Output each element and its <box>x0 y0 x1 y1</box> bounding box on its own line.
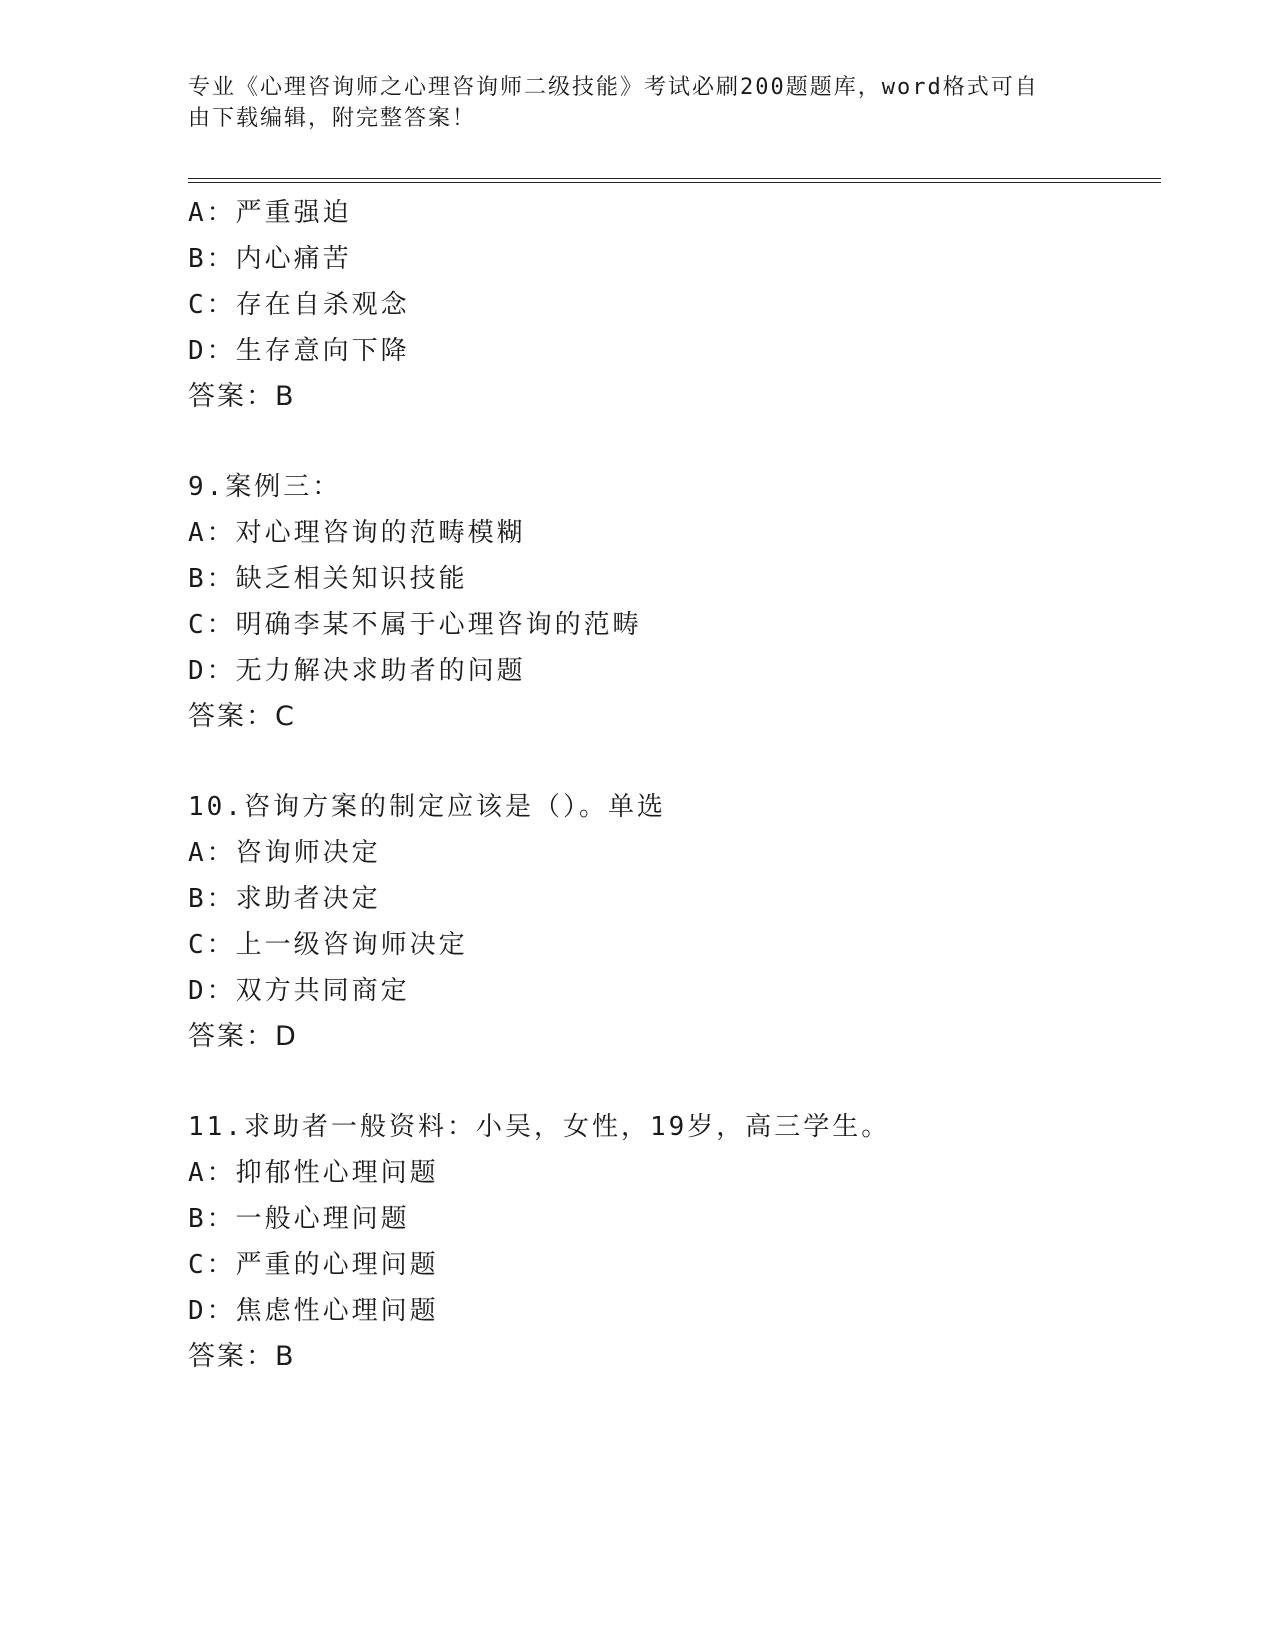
option-b: B：求助者决定 <box>188 884 381 914</box>
option-b: B：缺乏相关知识技能 <box>188 564 468 594</box>
option-c: C：上一级咨询师决定 <box>188 930 468 960</box>
question-stem: 11.求助者一般资料：小吴，女性，19岁，高三学生。 <box>188 1112 891 1142</box>
option-a: A：严重强迫 <box>188 198 352 228</box>
option-d: D：无力解决求助者的问题 <box>188 656 526 686</box>
answer-line: 答案：D <box>188 1021 298 1052</box>
question-stem: 10.咨询方案的制定应该是（）。单选 <box>188 792 666 822</box>
answer-line: 答案：B <box>188 381 296 412</box>
spacer <box>188 420 1168 464</box>
header-line-2: 由下载编辑，附完整答案！ <box>188 106 477 131</box>
option-b: B：内心痛苦 <box>188 244 352 274</box>
option-a: A：咨询师决定 <box>188 838 381 868</box>
option-c: C：存在自杀观念 <box>188 290 410 320</box>
question-block <box>188 784 1168 1060</box>
option-c: C：明确李某不属于心理咨询的范畴 <box>188 610 642 640</box>
option-b: B：一般心理问题 <box>188 1204 410 1234</box>
document-header <box>188 72 1068 134</box>
answer-line: 答案：B <box>188 1341 296 1372</box>
option-d: D：生存意向下降 <box>188 336 410 366</box>
option-a: A：对心理咨询的范畴模糊 <box>188 518 526 548</box>
option-d: D：双方共同商定 <box>188 976 410 1006</box>
question-stem: 9.案例三： <box>188 472 342 502</box>
option-a: A：抑郁性心理问题 <box>188 1158 439 1188</box>
header-line-1: 专业《心理咨询师之心理咨询师二级技能》考试必刷200题题库，word格式可自 <box>188 75 1039 100</box>
question-list <box>188 190 1168 1380</box>
question-block <box>188 464 1168 740</box>
spacer <box>188 740 1168 784</box>
spacer <box>188 1060 1168 1104</box>
question-block <box>188 190 1168 420</box>
option-c: C：严重的心理问题 <box>188 1250 439 1280</box>
option-d: D：焦虑性心理问题 <box>188 1296 439 1326</box>
answer-line: 答案：C <box>188 701 296 732</box>
question-block <box>188 1104 1168 1380</box>
header-divider <box>188 178 1161 183</box>
